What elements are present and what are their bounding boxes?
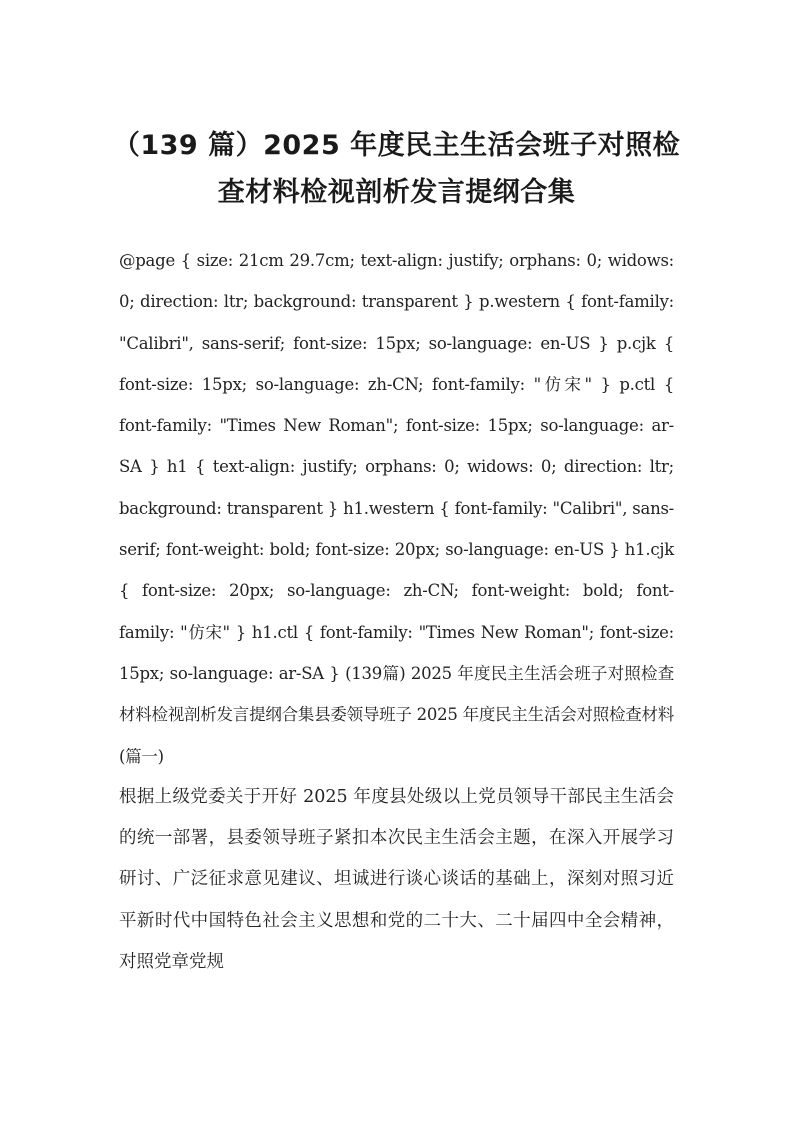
document-body	[119, 240, 674, 983]
document-title: （139 篇）2025 年度民主生活会班子对照检查材料检视剖析发言提纲合集	[112, 130, 681, 208]
paragraph-style-and-heading: @page { size: 21cm 29.7cm; text-align: justify; orphans: 0; widows: 0; direction: ltr; background: transparent } p.western { font-family: "Calibri", sans-serif; font-size: 15px; so-language: en-US } p.cjk { font-size: 15px; so-language: zh-CN; font-family: "仿宋" } p.ctl { font-family: "Times New Roman"; font-size: 15px; so-language: ar-SA } h1 { text-align: justify; orphans: 0; widows: 0; direction: ltr; background: transparent } h1.western { font-family: "Calibri", sans-serif; font-weight: bold; font-size: 20px; so-language: en-US } h1.cjk { font-size: 20px; so-language: zh-CN; font-weight: bold; font-family: "仿宋" } h1.ctl { font-family: "Times New Roman"; font-size: 15px; so-language: ar-SA } (139篇) 2025 年度民主生活会班子对照检查材料检视剖析发言提纲合集县委领导班子 2025 年度民主生活会对照检查材料(篇一)	[119, 251, 674, 766]
paragraph-intro: 根据上级党委关于开好 2025 年度县处级以上党员领导干部民主生活会的统一部署，县委领导班子紧扣本次民主生活会主题，在深入开展学习研讨、广泛征求意见建议、坦诚进行谈心谈话的基础上，深刻对照习近平新时代中国特色社会主义思想和党的二十大、二十届四中全会精神，对照党章党规	[119, 786, 674, 973]
